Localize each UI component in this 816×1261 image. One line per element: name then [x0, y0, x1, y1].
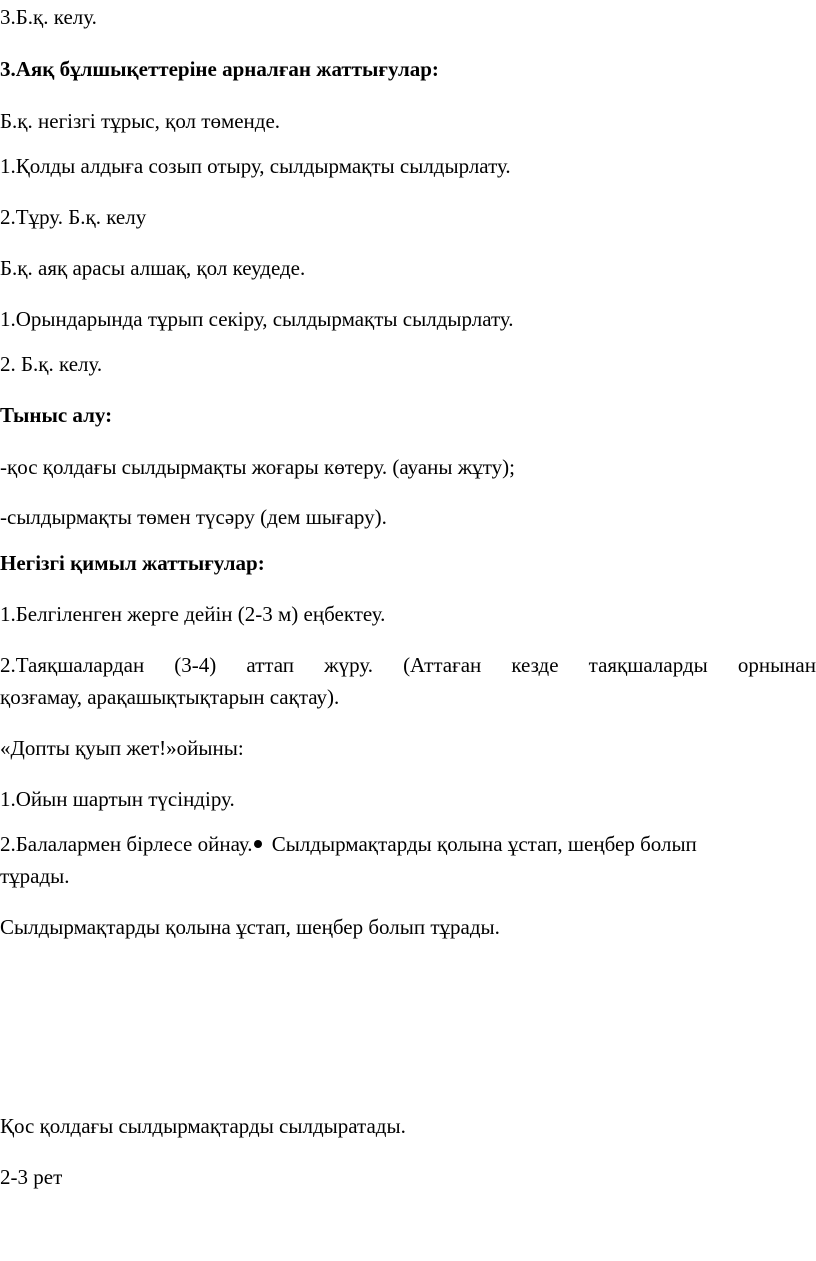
text-segment: 2.Балалармен бірлесе ойнау. [0, 832, 253, 856]
text-line: Қос қолдағы сылдырмақтарды сылдыратады. [0, 1114, 406, 1138]
text-line: Сылдырмақтарды қолына ұстап, шеңбер болып тұрады. [0, 915, 500, 939]
text-line: қозғамау, арақашықтықтарын сақтау). [0, 685, 340, 709]
text-line: 2. Б.қ. келу. [0, 352, 103, 376]
game-title: «Допты қуып жет!»ойыны: [0, 736, 244, 760]
text-line: 1.Қолды алдыға созып отыру, сылдырмақты сылдырлату. [0, 154, 511, 178]
text-line: 2-3 рет [0, 1165, 63, 1189]
text-line-justified: 2.Таяқшалардан (3-4) аттап жүру. (Аттаған кезде таяқшаларды орнынан [0, 653, 816, 677]
section-heading-breathing: Тыныс алу: [0, 403, 113, 427]
text-line: 1.Орындарында тұрып секіру, сылдырмақты сылдырлату. [0, 307, 514, 331]
text-segment: Сылдырмақтарды қолына ұстап, шеңбер болып [266, 832, 697, 856]
text-line: тұрады. [0, 864, 70, 888]
text-line: 3.Б.қ. келу. [0, 5, 97, 29]
text-line: Б.қ. негізгі тұрыс, қол төменде. [0, 109, 281, 133]
text-line-with-bullet [0, 831, 816, 857]
text-line: 2.Тұру. Б.қ. келу [0, 205, 147, 229]
section-heading-leg-exercises: 3.Аяқ бұлшықеттеріне арналған жаттығулар: [0, 57, 439, 81]
text-line: 1.Белгіленген жерге дейін (2-3 м) еңбектеу. [0, 602, 386, 626]
text-line: -сылдырмақты төмен түсәру (дем шығару). [0, 505, 387, 529]
text-line: 1.Ойын шартын түсіндіру. [0, 787, 235, 811]
section-heading-main-exercises: Негізгі қимыл жаттығулар: [0, 551, 265, 575]
text-line: -қос қолдағы сылдырмақты жоғары көтеру. (ауаны жұту); [0, 455, 515, 479]
bullet-icon [254, 840, 262, 848]
text-line: Б.қ. аяқ арасы алшақ, қол кеудеде. [0, 256, 306, 280]
